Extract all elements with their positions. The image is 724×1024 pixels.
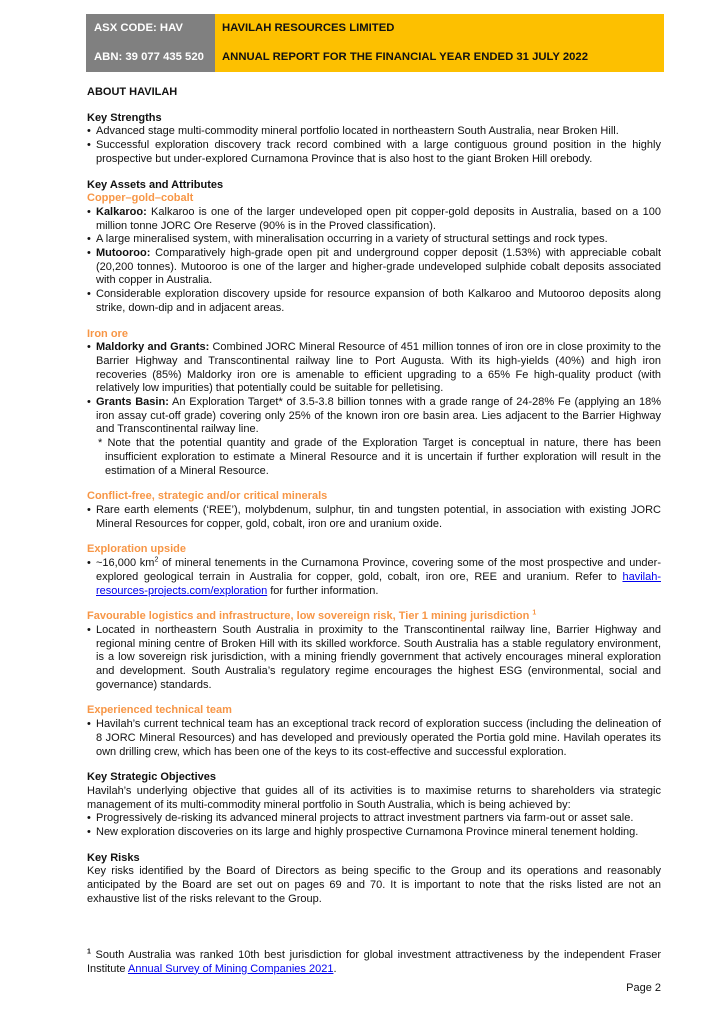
page-title: ABOUT HAVILAH [87,86,178,98]
strengths-list [87,125,661,166]
footnote-mark: 1 [87,948,91,956]
logistics-heading [87,610,661,624]
footnote-text: South Australia was ranked 10th best jurisdiction for global investment attractiveness by the independent Fraser Institute [87,949,661,975]
item-text: ~16,000 km [96,557,155,570]
footnote-ref: 1 [532,609,537,617]
abn: ABN: 39 077 435 520 [86,43,215,72]
item-text: of mineral tenements in the Curnamona Province, covering some of the most prospective and under-explored geological terrain in Australia for copper, gold, cobalt, iron ore, REE and uranium. Refer to [96,557,661,583]
list-item: • Rare earth elements (‘REE’), molybdenum, sulphur, tin and tungsten potential, in association with existing JORC Mineral Resources for copper, gold, cobalt, iron ore and uranium oxide. [87,504,661,531]
risks-text: Key risks identified by the Board of Directors as being specific to the Group and its operations and reasonably anticipated by the Board are set out on pages 69 and 70. It is important to note that the risks listed are not an exhaustive list of the risks relevant to the Group. [87,865,661,905]
objectives-intro: Havilah’s underlying objective that guides all of its activities is to maximise returns to shareholders via strategic management of its multi-commodity mineral portfolio in South Australia, which is being achieved by: [87,784,661,811]
exploration-heading: Exploration upside [87,543,187,556]
list-item: • A large mineralised system, with mineralisation occurring in a variety of structural settings and rock types. [87,233,661,247]
objectives-heading: Key Strategic Objectives [87,771,217,784]
iron-list [87,341,661,437]
list-item: • Successful exploration discovery track record combined with a large contiguous ground position in the highly prospective but under-explored Curnamona Province that is also host to the giant Broken Hill orebody. [87,139,661,166]
assets-heading: Key Assets and Attributes [87,178,224,191]
item-text: for further information. [267,584,379,597]
report-header [86,14,664,72]
item-lead: Kalkaroo: [96,205,147,218]
risks-heading: Key Risks [87,851,140,864]
report-title: ANNUAL REPORT FOR THE FINANCIAL YEAR ENDED 31 JULY 2022 [215,43,664,72]
iron-heading: Iron ore [87,327,128,340]
copper-heading: Copper–gold–cobalt [87,192,194,205]
list-item: • Advanced stage multi-commodity mineral portfolio located in northeastern South Australia, near Broken Hill. [87,125,661,139]
item-text: Kalkaroo is one of the larger undeveloped open pit copper-gold deposits in Australia, based on a 100 million tonne JORC Ore Reserve (90% is in the Proved classification). [96,205,661,232]
heading-text: Favourable logistics and infrastructure, low sovereign risk, Tier 1 mining jurisdiction [87,610,530,623]
item-text: An Exploration Target* of 3.5-3.8 billion tonnes with a grade range of 24-28% Fe (applying an 18% iron assay cut-off grade) covering only 25% of the known iron ore basin area. Lies adjacent to the Barrier Highway and Transcontinental railway line. [96,396,661,436]
critical-heading: Conflict-free, strategic and/or critical minerals [87,490,328,503]
item-lead: Grants Basin: [96,396,169,409]
item-text: Comparatively high-grade open pit and underground copper deposit (1.53%) with appreciable cobalt (20,200 tonnes). Mutooroo is one of the larger and higher-grade undeveloped sulphide cobalt deposits associated with copper in Australia. [96,247,661,287]
exploration-link[interactable]: havilah-resources-projects.com/exploration [96,570,661,597]
footnote-text: . [333,962,337,975]
company-name: HAVILAH RESOURCES LIMITED [215,14,664,43]
strengths-heading: Key Strengths [87,111,162,124]
item-lead: Mutooroo: [96,247,151,260]
footnote [87,949,661,976]
list-item [87,341,661,396]
list-item [87,247,661,288]
survey-link[interactable]: Annual Survey of Mining Companies 2021 [127,962,334,975]
team-heading: Experienced technical team [87,704,232,717]
list-item [87,557,661,598]
item-text: Combined JORC Mineral Resource of 451 million tonnes of iron ore in close proximity to the Barrier Highway and Transcontinental railway line to Port Augusta. With its high-yields (40%) and high iron recoveries (85%) Maldorky iron ore is amenable to efficient upgrading to a 65% Fe high-quality product (with relatively low impurities) that potentially could be suitable for pelletising. [96,341,661,395]
document-body [87,86,661,907]
page-number: Page 2 [626,982,661,994]
superscript: 2 [154,556,159,564]
list-item: • Havilah’s current technical team has an exceptional track record of exploration success (including the delineation of 8 JORC Mineral Resources) and has developed and previously operated the Portia gold mine. Havilah operates its own drilling crew, which has been one of the keys to its cost-effective and successful exploration. [87,718,661,759]
list-item: • Progressively de-risking its advanced mineral projects to attract investment partners via farm-out or asset sale. [87,812,661,826]
item-lead: Maldorky and Grants: [96,341,210,354]
list-item [87,396,661,437]
list-item: • Located in northeastern South Australia in proximity to the Transcontinental railway line, Barrier Highway and regional mining centre of Broken Hill with its skilled workforce. South Australia has a stable regulatory environment, is a low sovereign risk jurisdiction, with a mining friendly government that actively encourages mineral exploration and development. South Australia’s regulatory regime encourages the highest ESG (environmental, social and governance) standards. [87,624,661,693]
list-item [87,206,661,233]
copper-list [87,206,661,316]
exploration-target-note: * Note that the potential quantity and grade of the Exploration Target is conceptual in nature, there has been insufficient exploration to estimate a Mineral Resource and it is uncertain if further exploration will result in the estimation of a Mineral Resource. [98,437,661,477]
list-item: • New exploration discoveries on its large and highly prospective Curnamona Province mineral tenement holding. [87,826,661,840]
list-item: • Considerable exploration discovery upside for resource expansion of both Kalkaroo and Mutooroo deposits along strike, down-dip and in adjacent areas. [87,288,661,315]
asx-code: ASX CODE: HAV [86,14,215,43]
